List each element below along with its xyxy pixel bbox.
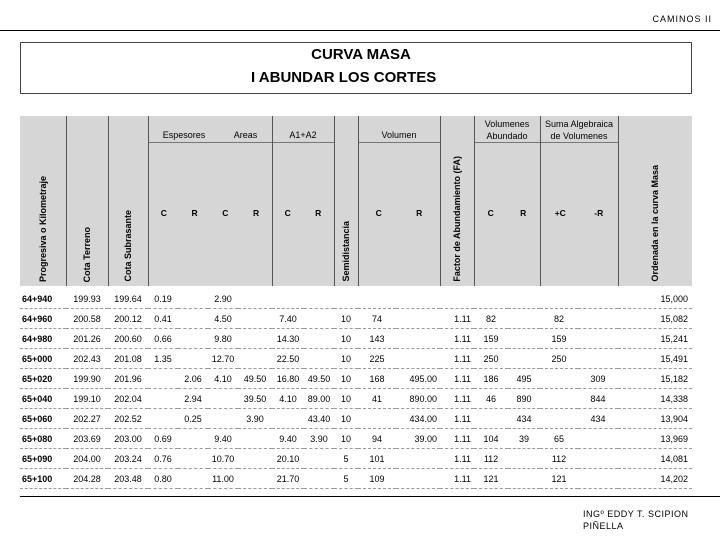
- cell-ec: [148, 389, 178, 409]
- cell-er: 2.06: [178, 369, 208, 389]
- cell-km: 64+960: [20, 309, 66, 329]
- cell-cs: 203.00: [108, 429, 148, 449]
- cell-ec: 0.80: [148, 469, 178, 489]
- cell-sd: 10: [334, 369, 358, 389]
- cell-sd: 5: [334, 469, 358, 489]
- cell-sr: 434: [578, 409, 618, 429]
- cell-ec: 0.66: [148, 329, 178, 349]
- cell-a1c: [272, 289, 304, 309]
- table-row: [20, 409, 692, 429]
- col-espesores: Espesores: [162, 130, 206, 140]
- cell-a1c: 7.40: [272, 309, 304, 329]
- cell-cs: 200.12: [108, 309, 148, 329]
- cell-a1r: [304, 469, 334, 489]
- cell-ord: 14,338: [618, 389, 692, 409]
- cell-fa: [440, 289, 474, 309]
- cell-er: [178, 289, 208, 309]
- cell-ac: [208, 389, 238, 409]
- cell-vc: [358, 409, 396, 429]
- group-a1a2: [272, 116, 334, 286]
- cell-a1c: 9.40: [272, 429, 304, 449]
- cell-km: 64+940: [20, 289, 66, 309]
- cell-ar: [238, 309, 272, 329]
- cell-km: 65+020: [20, 369, 66, 389]
- cell-a1r: 43.40: [304, 409, 334, 429]
- cell-vc: 168: [358, 369, 396, 389]
- cell-ar: [238, 429, 272, 449]
- cell-er: [178, 349, 208, 369]
- cell-sd: 10: [334, 329, 358, 349]
- table-row: [20, 469, 692, 489]
- cell-sd: 10: [334, 389, 358, 409]
- cell-er: [178, 449, 208, 469]
- cell-ord: 15,082: [618, 309, 692, 329]
- cell-ac: 4.10: [208, 369, 238, 389]
- cell-vr: 890.00: [396, 389, 440, 409]
- cell-cs: 200.60: [108, 329, 148, 349]
- cell-ct: 203.69: [66, 429, 108, 449]
- cell-fa: 1.11: [440, 469, 474, 489]
- table-row: [20, 349, 692, 369]
- cell-ec: 0.41: [148, 309, 178, 329]
- col-a1a2: A1+A2: [289, 130, 317, 140]
- cell-var: [508, 289, 540, 309]
- col-volumen: Volumen: [381, 130, 417, 140]
- header-row: [20, 116, 692, 286]
- cell-km: 65+080: [20, 429, 66, 449]
- table-row: [20, 389, 692, 409]
- cell-cs: 202.04: [108, 389, 148, 409]
- cell-a1r: [304, 289, 334, 309]
- cell-ar: [238, 349, 272, 369]
- group-volumen: [358, 116, 440, 286]
- cell-sr: [578, 329, 618, 349]
- sub-c: C: [160, 208, 167, 218]
- cell-vr: [396, 349, 440, 369]
- author-line-1: INGº EDDY T. SCIPION: [583, 509, 689, 519]
- cell-ac: [208, 409, 238, 429]
- cell-sc: [540, 389, 578, 409]
- cell-fa: 1.11: [440, 329, 474, 349]
- cell-var: [508, 309, 540, 329]
- cell-vac: 159: [474, 329, 508, 349]
- cell-ac: 2.90: [208, 289, 238, 309]
- author-line-2: PIÑELLA: [583, 521, 624, 531]
- cell-sr: [578, 469, 618, 489]
- cell-vr: 434.00: [396, 409, 440, 429]
- group-suma: [540, 116, 618, 286]
- cell-ec: 0.19: [148, 289, 178, 309]
- cell-sd: 10: [334, 309, 358, 329]
- title-line-2: I ABUNDAR LOS CORTES: [251, 69, 437, 86]
- cell-er: 0.25: [178, 409, 208, 429]
- table-row: [20, 289, 692, 309]
- table-row: [20, 329, 692, 349]
- cell-vr: 495.00: [396, 369, 440, 389]
- cell-vac: 186: [474, 369, 508, 389]
- cell-a1c: 21.70: [272, 469, 304, 489]
- cell-ord: 15,182: [618, 369, 692, 389]
- col-factor: Factor de Abundamiento (FA): [452, 156, 462, 282]
- cell-fa: 1.11: [440, 349, 474, 369]
- cell-fa: 1.11: [440, 449, 474, 469]
- cell-sc: 112: [540, 449, 578, 469]
- cell-sc: 82: [540, 309, 578, 329]
- cell-ac: 10.70: [208, 449, 238, 469]
- cell-ac: 11.00: [208, 469, 238, 489]
- cell-a1c: [272, 409, 304, 429]
- cell-vr: 39.00: [396, 429, 440, 449]
- group-rule: [149, 142, 272, 143]
- sub-r: R: [253, 208, 260, 218]
- cell-sc: [540, 409, 578, 429]
- cell-ord: 15,491: [618, 349, 692, 369]
- cell-var: 39: [508, 429, 540, 449]
- cell-sr: [578, 309, 618, 329]
- sub-c: C: [222, 208, 229, 218]
- cell-sr: [578, 449, 618, 469]
- cell-ar: [238, 329, 272, 349]
- table-row: [20, 309, 692, 329]
- cell-var: 495: [508, 369, 540, 389]
- cell-km: 65+040: [20, 389, 66, 409]
- cell-ord: 14,202: [618, 469, 692, 489]
- bottom-rule: [20, 496, 720, 497]
- cell-cs: 203.48: [108, 469, 148, 489]
- cell-vr: [396, 289, 440, 309]
- table-row: [20, 429, 692, 449]
- cell-vc: 74: [358, 309, 396, 329]
- group-rule: [541, 142, 618, 143]
- cell-vc: 41: [358, 389, 396, 409]
- sub-r: R: [520, 208, 527, 218]
- cell-km: 64+980: [20, 329, 66, 349]
- cell-sc: [540, 369, 578, 389]
- cell-sr: 844: [578, 389, 618, 409]
- cell-vc: 143: [358, 329, 396, 349]
- cell-var: [508, 469, 540, 489]
- cell-fa: 1.11: [440, 309, 474, 329]
- col-ordenada: Ordenada en la curva Masa: [650, 165, 661, 282]
- sub-c: C: [375, 208, 382, 218]
- cell-ct: 199.10: [66, 389, 108, 409]
- col-progresiva: Progresiva o Kilometraje: [37, 175, 48, 282]
- cell-var: [508, 329, 540, 349]
- cell-vac: [474, 409, 508, 429]
- group-rule: [475, 142, 540, 143]
- cell-ct: 202.43: [66, 349, 108, 369]
- cell-ar: [238, 449, 272, 469]
- group-vol-abundado: [474, 116, 540, 286]
- cell-var: [508, 449, 540, 469]
- sub-r: R: [191, 208, 198, 218]
- cell-sr: [578, 289, 618, 309]
- cell-vr: [396, 309, 440, 329]
- cell-vac: 46: [474, 389, 508, 409]
- cell-vc: 109: [358, 469, 396, 489]
- cell-cs: 203.24: [108, 449, 148, 469]
- title-line-1: CURVA MASA: [311, 46, 411, 63]
- cell-sd: 10: [334, 409, 358, 429]
- cell-ac: 9.80: [208, 329, 238, 349]
- cell-vac: 121: [474, 469, 508, 489]
- cell-a1r: 49.50: [304, 369, 334, 389]
- cell-sc: 159: [540, 329, 578, 349]
- col-vol-abundado: Volumenes Abundado: [484, 119, 530, 141]
- cell-sc: [540, 289, 578, 309]
- cell-ac: 12.70: [208, 349, 238, 369]
- cell-a1r: [304, 309, 334, 329]
- cell-a1r: 89.00: [304, 389, 334, 409]
- cell-sr: [578, 349, 618, 369]
- cell-ar: [238, 289, 272, 309]
- cell-ct: 202.27: [66, 409, 108, 429]
- cell-sd: 10: [334, 349, 358, 369]
- col-cota-terreno: Cota Terreno: [82, 226, 92, 282]
- cell-ord: 15,000: [618, 289, 692, 309]
- cell-km: 65+000: [20, 349, 66, 369]
- course-header: CAMINOS II: [652, 14, 712, 24]
- cell-ec: [148, 369, 178, 389]
- cell-ac: 9.40: [208, 429, 238, 449]
- table-row: [20, 369, 692, 389]
- sub-r: R: [315, 208, 322, 218]
- table-row: [20, 449, 692, 469]
- sub-r: R: [416, 208, 423, 218]
- cell-ord: 13,904: [618, 409, 692, 429]
- title-box: [20, 42, 692, 94]
- cell-sd: [334, 289, 358, 309]
- cell-fa: 1.11: [440, 429, 474, 449]
- sub-c: C: [284, 208, 291, 218]
- group-rule: [359, 142, 440, 143]
- cell-a1r: [304, 349, 334, 369]
- cell-cs: 201.08: [108, 349, 148, 369]
- cell-vac: 250: [474, 349, 508, 369]
- cell-fa: 1.11: [440, 389, 474, 409]
- cell-vc: 225: [358, 349, 396, 369]
- cell-var: 434: [508, 409, 540, 429]
- cell-ct: 199.93: [66, 289, 108, 309]
- cell-sc: 65: [540, 429, 578, 449]
- cell-ar: [238, 469, 272, 489]
- cell-ct: 204.28: [66, 469, 108, 489]
- cell-km: 65+090: [20, 449, 66, 469]
- cell-er: [178, 429, 208, 449]
- cell-ct: 204.00: [66, 449, 108, 469]
- cell-er: [178, 309, 208, 329]
- cell-ct: 199.90: [66, 369, 108, 389]
- cell-a1c: 20.10: [272, 449, 304, 469]
- cell-a1c: 16.80: [272, 369, 304, 389]
- cell-vc: [358, 289, 396, 309]
- sub-plus-c: +C: [554, 208, 566, 218]
- cell-vac: 112: [474, 449, 508, 469]
- group-rule: [273, 142, 334, 143]
- group-espesores-areas: [148, 116, 272, 286]
- cell-ar: 39.50: [238, 389, 272, 409]
- cell-er: [178, 469, 208, 489]
- cell-km: 65+060: [20, 409, 66, 429]
- col-suma: Suma Algebraica de Volumenes: [544, 119, 614, 141]
- author-footer: [583, 508, 688, 532]
- cell-sr: [578, 429, 618, 449]
- cell-ar: 3.90: [238, 409, 272, 429]
- cell-a1c: 14.30: [272, 329, 304, 349]
- cell-ct: 200.58: [66, 309, 108, 329]
- cell-ar: 49.50: [238, 369, 272, 389]
- cell-ec: 0.69: [148, 429, 178, 449]
- cell-er: [178, 329, 208, 349]
- cell-sr: 309: [578, 369, 618, 389]
- cell-vr: [396, 329, 440, 349]
- cell-a1c: 4.10: [272, 389, 304, 409]
- cell-ec: 0.76: [148, 449, 178, 469]
- cell-vac: [474, 289, 508, 309]
- cell-sc: 121: [540, 469, 578, 489]
- cell-cs: 199.64: [108, 289, 148, 309]
- col-areas: Areas: [233, 130, 258, 140]
- cell-ec: [148, 409, 178, 429]
- cell-ec: 1.35: [148, 349, 178, 369]
- cell-fa: 1.11: [440, 369, 474, 389]
- cell-fa: 1.11: [440, 409, 474, 429]
- cell-cs: 201.96: [108, 369, 148, 389]
- cell-a1r: [304, 449, 334, 469]
- curva-masa-table: [20, 116, 692, 484]
- cell-vc: 94: [358, 429, 396, 449]
- cell-a1r: [304, 329, 334, 349]
- cell-cs: 202.52: [108, 409, 148, 429]
- cell-km: 65+100: [20, 469, 66, 489]
- cell-vac: 82: [474, 309, 508, 329]
- cell-sd: 10: [334, 429, 358, 449]
- cell-a1r: 3.90: [304, 429, 334, 449]
- top-rule: [0, 30, 720, 31]
- cell-a1c: 22.50: [272, 349, 304, 369]
- cell-vac: 104: [474, 429, 508, 449]
- cell-ct: 201.26: [66, 329, 108, 349]
- cell-vc: 101: [358, 449, 396, 469]
- cell-var: [508, 349, 540, 369]
- cell-ord: 14,081: [618, 449, 692, 469]
- cell-vr: [396, 449, 440, 469]
- cell-sc: 250: [540, 349, 578, 369]
- cell-ac: 4.50: [208, 309, 238, 329]
- cell-er: 2.94: [178, 389, 208, 409]
- cell-var: 890: [508, 389, 540, 409]
- cell-vr: [396, 469, 440, 489]
- cell-ord: 15,241: [618, 329, 692, 349]
- col-cota-subrasante: Cota Subrasante: [123, 210, 133, 282]
- col-semidistancia: Semidistancia: [341, 221, 351, 282]
- sub-c: C: [487, 208, 494, 218]
- cell-ord: 13,969: [618, 429, 692, 449]
- cell-sd: 5: [334, 449, 358, 469]
- sub-minus-r: -R: [594, 208, 604, 218]
